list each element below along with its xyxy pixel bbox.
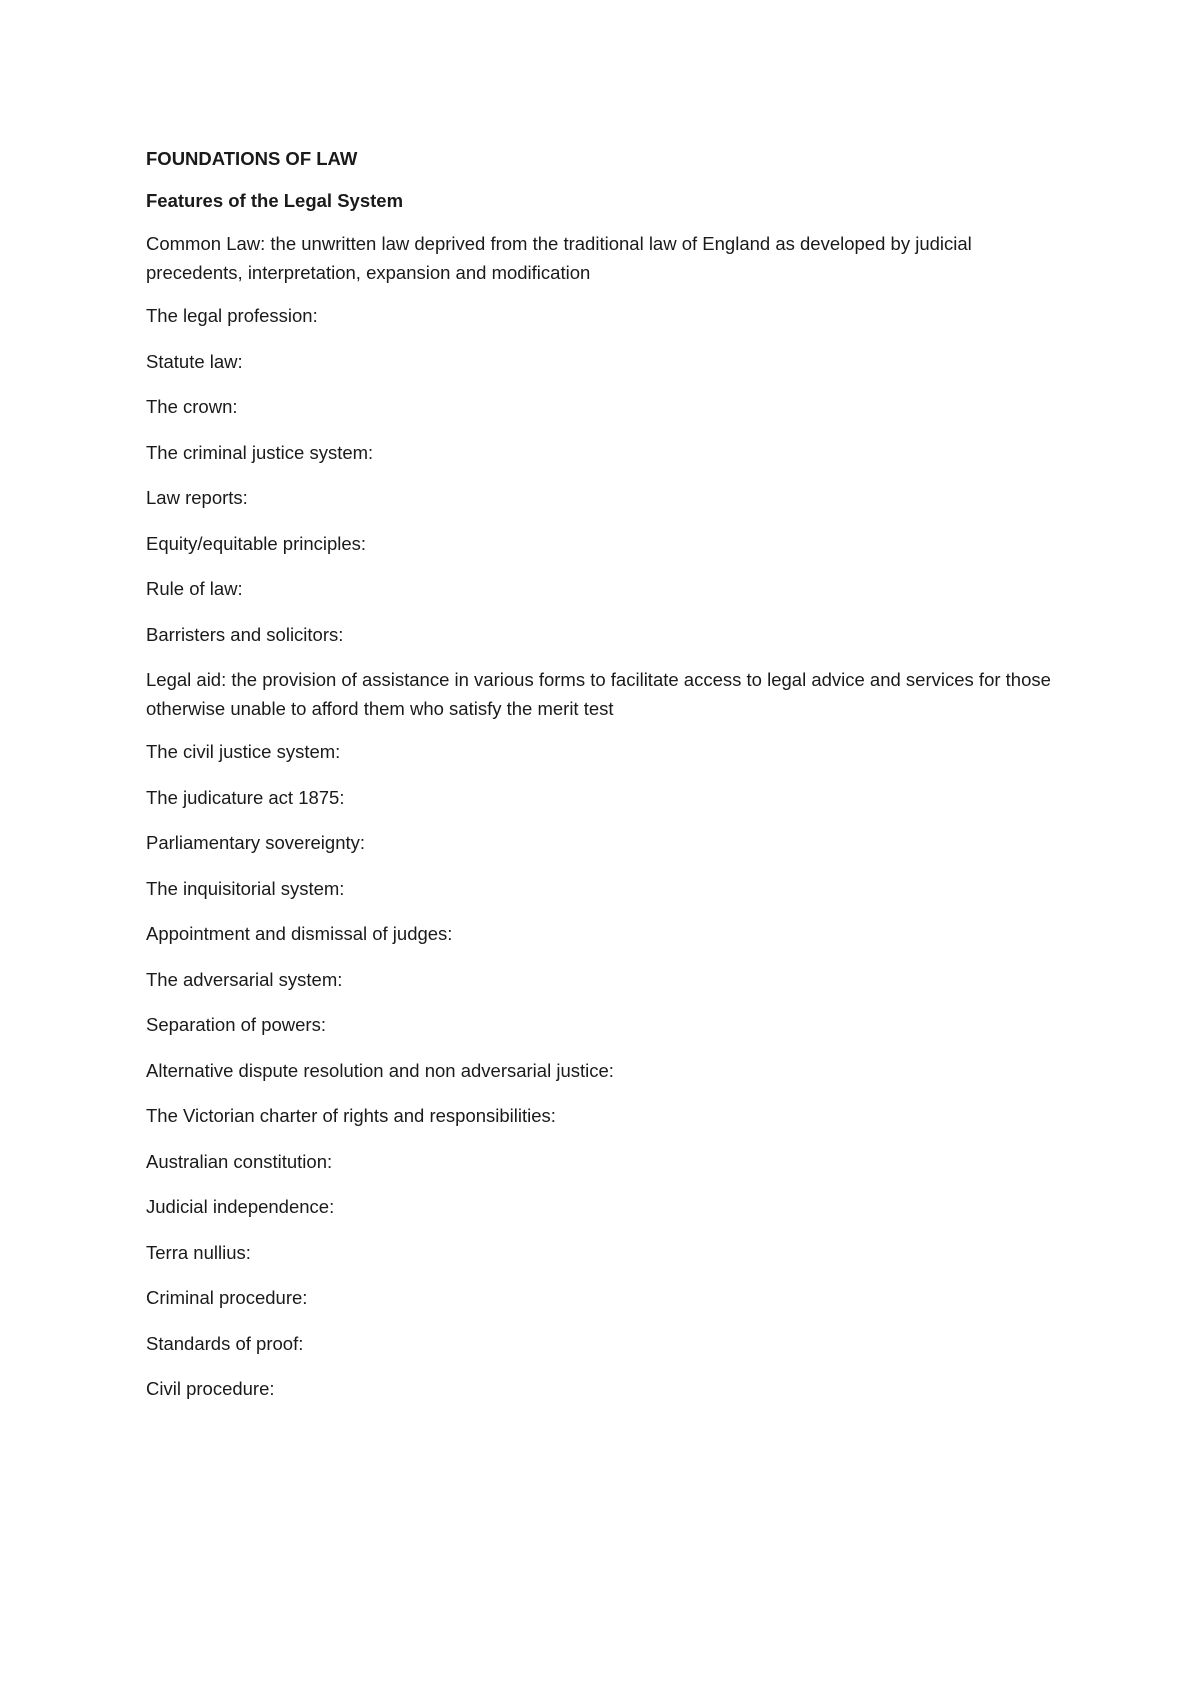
term-barristers-solicitors: Barristers and solicitors: <box>146 623 344 645</box>
term-law-reports: Law reports: <box>146 487 248 508</box>
term-adr: Alternative dispute resolution and non adversarial justice: <box>146 1059 614 1081</box>
term-parliamentary-sovereignty: Parliamentary sovereignty: <box>146 832 366 853</box>
term-legal-profession: The legal profession: <box>146 305 318 326</box>
term-common-law: Common Law: the unwritten law deprived from the traditional law of England as developed by judicial precedents, interpretation, expansion and modification <box>146 233 972 283</box>
term-crown: The crown: <box>146 396 238 417</box>
term-criminal-justice-system: The criminal justice system: <box>146 441 374 463</box>
term-adversarial-system: The adversarial system: <box>146 968 343 990</box>
document-title: FOUNDATIONS OF LAW <box>146 148 358 169</box>
term-standards-of-proof: Standards of proof: <box>146 1332 304 1354</box>
term-separation-of-powers: Separation of powers: <box>146 1014 326 1035</box>
term-victorian-charter: The Victorian charter of rights and responsibilities: <box>146 1105 556 1126</box>
term-equity: Equity/equitable principles: <box>146 532 367 554</box>
term-australian-constitution: Australian constitution: <box>146 1150 333 1172</box>
term-judicial-independence: Judicial independence: <box>146 1196 335 1217</box>
term-legal-aid: Legal aid: the provision of assistance in various forms to facilitate access to legal advice and services for those otherwise unable to afford them who satisfy the merit test <box>146 669 1051 719</box>
term-inquisitorial-system: The inquisitorial system: <box>146 877 345 899</box>
term-statute-law: Statute law: <box>146 350 243 372</box>
term-rule-of-law: Rule of law: <box>146 578 243 599</box>
document-body <box>146 147 1066 1420</box>
section-heading: Features of the Legal System <box>146 190 404 211</box>
term-civil-procedure: Civil procedure: <box>146 1378 275 1399</box>
term-terra-nullius: Terra nullius: <box>146 1241 251 1263</box>
term-appointment-dismissal-judges: Appointment and dismissal of judges: <box>146 923 453 944</box>
term-civil-justice-system: The civil justice system: <box>146 741 341 762</box>
term-criminal-procedure: Criminal procedure: <box>146 1287 308 1308</box>
term-judicature-act: The judicature act 1875: <box>146 786 345 808</box>
